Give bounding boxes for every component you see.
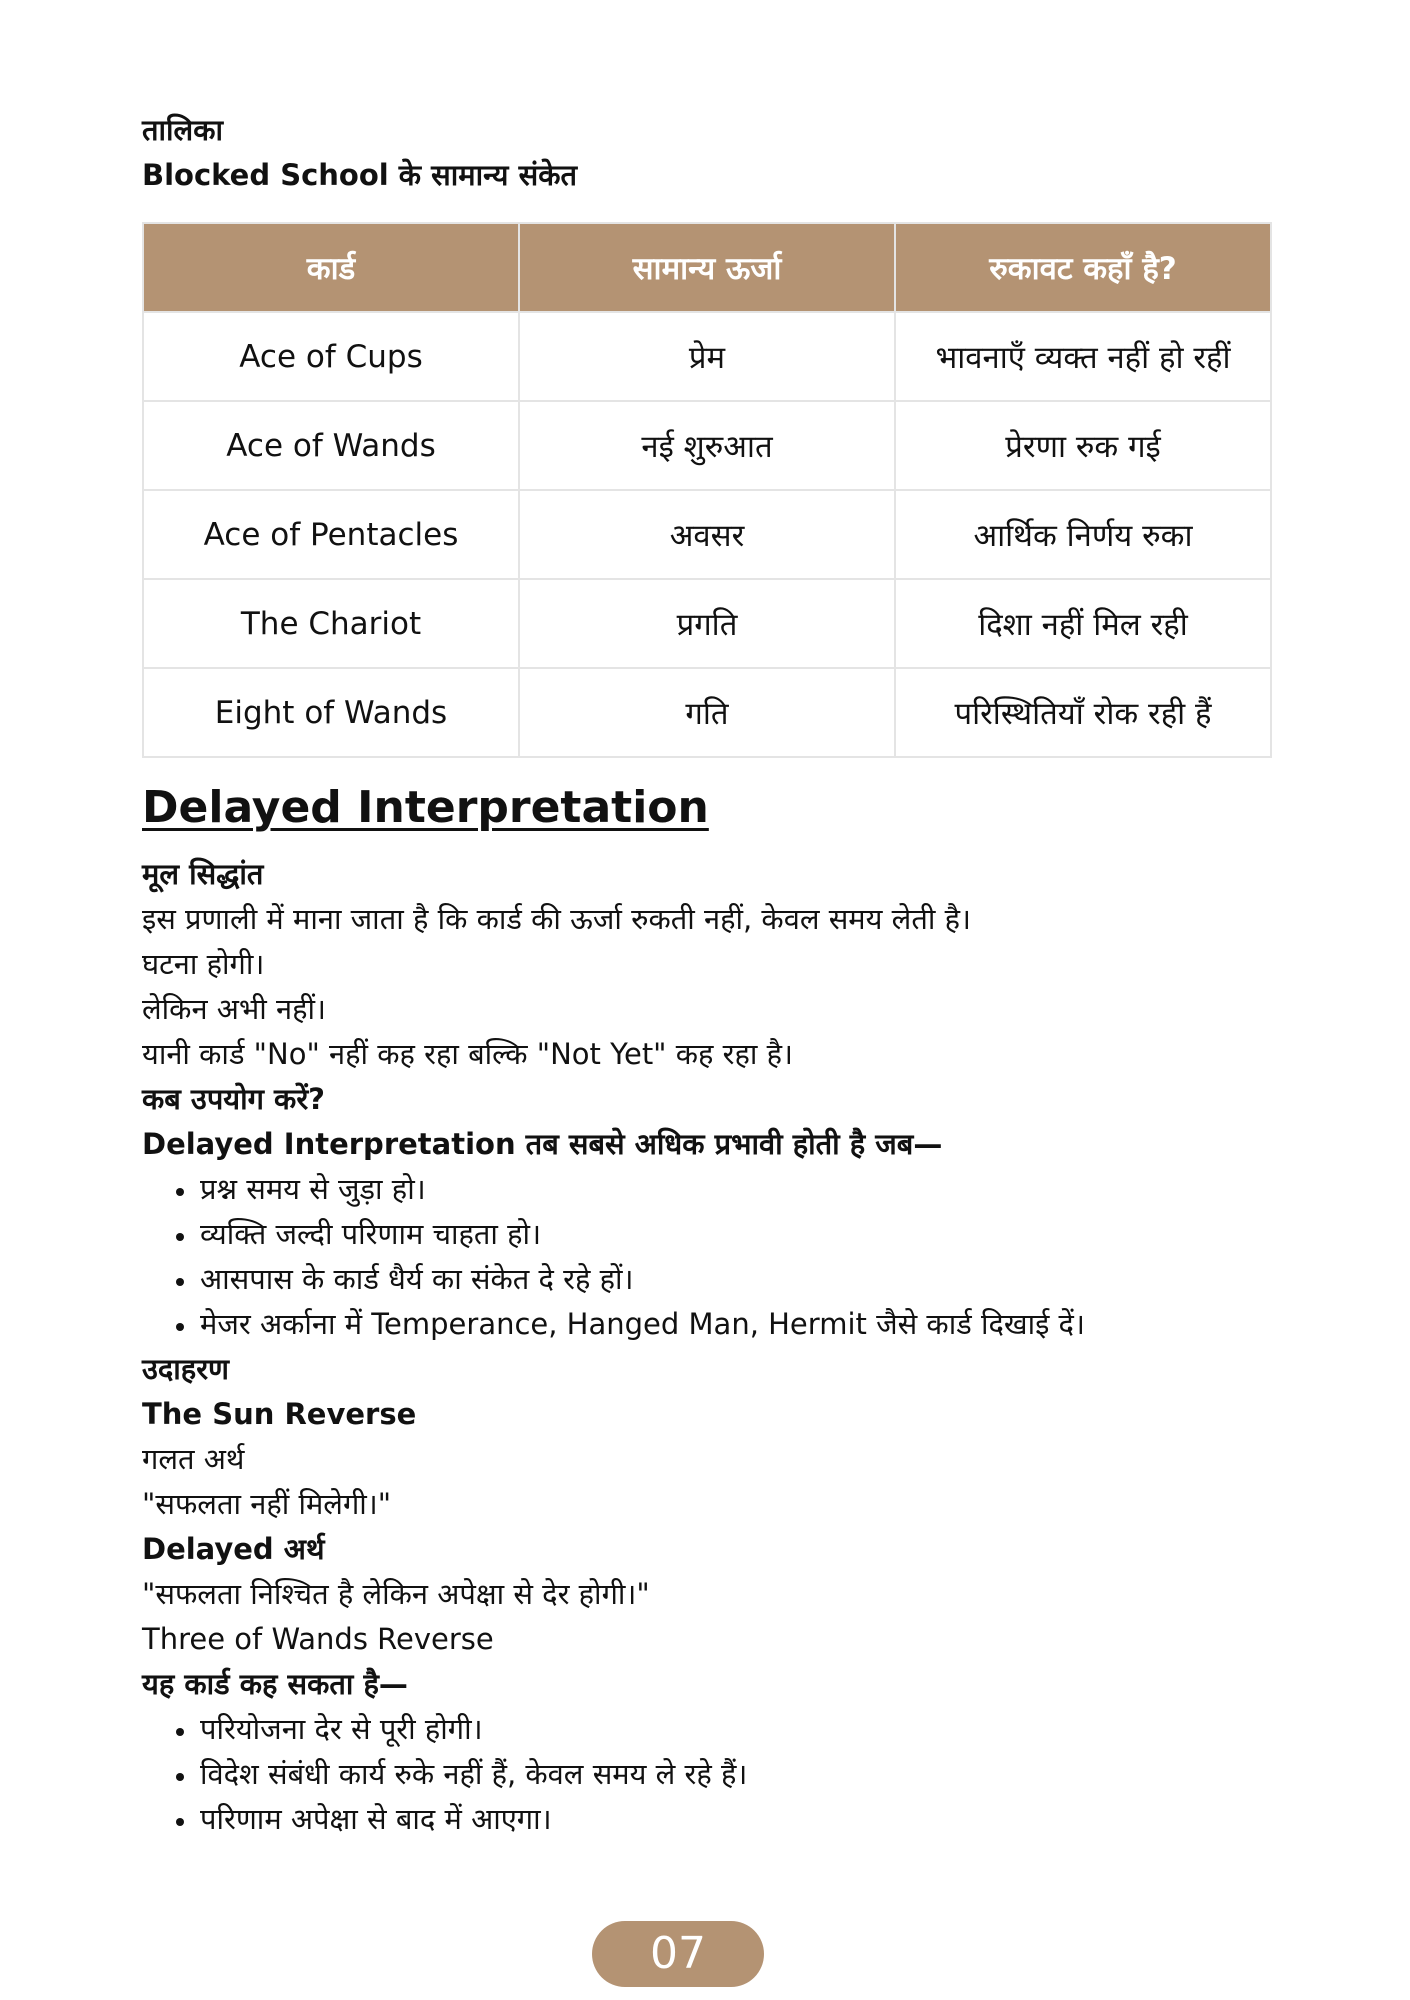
when-title: कब उपयोग करें? xyxy=(142,1082,326,1116)
example-card-name: The Sun Reverse xyxy=(142,1397,417,1431)
table-cell: Ace of Wands xyxy=(143,401,519,490)
principle-title: मूल सिद्धांत xyxy=(142,857,264,891)
table-cell: प्रेम xyxy=(519,312,895,401)
table-cell: आर्थिक निर्णय रुका xyxy=(895,490,1271,579)
table-cell: Eight of Wands xyxy=(143,668,519,757)
delayed-meaning-label: Delayed अर्थ xyxy=(142,1532,325,1566)
example2-card-name: Three of Wands Reverse xyxy=(142,1622,494,1656)
delayed-meaning-text: "सफलता निश्चित है लेकिन अपेक्षा से देर होगी।" xyxy=(142,1577,650,1611)
example-title: उदाहरण xyxy=(142,1352,230,1386)
wrong-meaning-label: गलत अर्थ xyxy=(142,1442,245,1476)
page-number-badge: 07 xyxy=(592,1921,764,1987)
list-item: • प्रश्न समय से जुड़ा हो। xyxy=(198,1167,1272,1212)
list-item: • परिणाम अपेक्षा से बाद में आएगा। xyxy=(198,1797,1272,1842)
table-cell: दिशा नहीं मिल रही xyxy=(895,579,1271,668)
table-cell: प्रेरणा रुक गई xyxy=(895,401,1271,490)
table-row xyxy=(143,312,1271,401)
table-cell: परिस्थितियाँ रोक रही हैं xyxy=(895,668,1271,757)
column-header-energy: सामान्य ऊर्जा xyxy=(519,223,895,312)
wrong-meaning-text: "सफलता नहीं मिलेगी।" xyxy=(142,1487,392,1521)
table-cell: The Chariot xyxy=(143,579,519,668)
table-header-row xyxy=(143,223,1271,312)
blocked-school-table xyxy=(142,222,1272,758)
table-row xyxy=(143,668,1271,757)
principle-line: यानी कार्ड "No" नहीं कह रहा बल्कि "Not Yet" कह रहा है। xyxy=(142,1037,794,1071)
list-item: • विदेश संबंधी कार्य रुके नहीं हैं, केवल समय ले रहे हैं। xyxy=(198,1752,1272,1797)
column-header-blockage: रुकावट कहाँ है? xyxy=(895,223,1271,312)
table-caption-label: तालिका xyxy=(142,113,223,147)
example2-bullet-list xyxy=(142,1707,1272,1842)
table-cell: Ace of Pentacles xyxy=(143,490,519,579)
list-item: • आसपास के कार्ड धैर्य का संकेत दे रहे हों। xyxy=(198,1257,1272,1302)
table-cell: प्रगति xyxy=(519,579,895,668)
table-row xyxy=(143,579,1271,668)
table-row xyxy=(143,401,1271,490)
table-row xyxy=(143,490,1271,579)
when-intro: Delayed Interpretation तब सबसे अधिक प्रभावी होती है जब— xyxy=(142,1127,943,1161)
when-bullet-list xyxy=(142,1167,1272,1347)
principle-line: घटना होगी। xyxy=(142,947,265,981)
table-cell: भावनाएँ व्यक्त नहीं हो रहीं xyxy=(895,312,1271,401)
example2-intro: यह कार्ड कह सकता है— xyxy=(142,1667,408,1701)
list-item: • मेजर अर्काना में Temperance, Hanged Man, Hermit जैसे कार्ड दिखाई दें। xyxy=(198,1302,1272,1347)
table-caption-title: Blocked School के सामान्य संकेत xyxy=(142,158,578,192)
table-cell: Ace of Cups xyxy=(143,312,519,401)
principle-line: लेकिन अभी नहीं। xyxy=(142,992,327,1026)
table-cell: नई शुरुआत xyxy=(519,401,895,490)
table-cell: गति xyxy=(519,668,895,757)
list-item: • परियोजना देर से पूरी होगी। xyxy=(198,1707,1272,1752)
document-page xyxy=(142,108,1272,1842)
section-heading: Delayed Interpretation xyxy=(142,782,709,833)
principle-line: इस प्रणाली में माना जाता है कि कार्ड की ऊर्जा रुकती नहीं, केवल समय लेती है। xyxy=(142,902,971,936)
table-cell: अवसर xyxy=(519,490,895,579)
list-item: • व्यक्ति जल्दी परिणाम चाहता हो। xyxy=(198,1212,1272,1257)
column-header-card: कार्ड xyxy=(143,223,519,312)
